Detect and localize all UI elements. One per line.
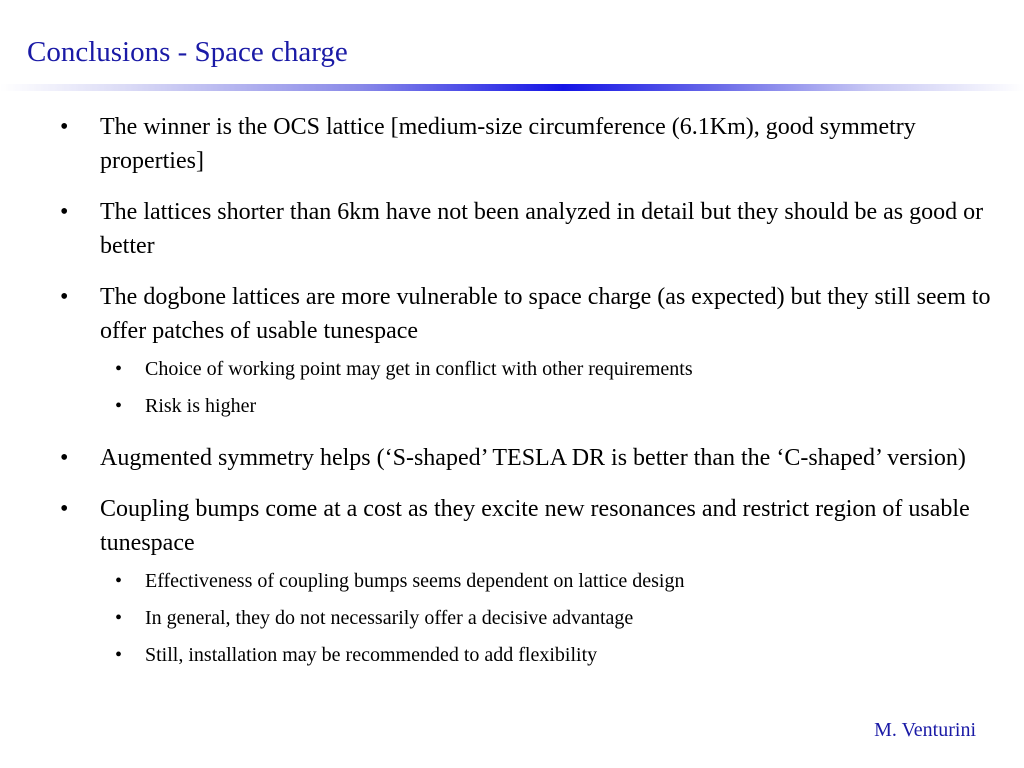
list-item (0, 195, 1024, 263)
list-item-text: The lattices shorter than 6km have not been analyzed in detail but they should be as good or better (100, 199, 984, 259)
bullet-icon: • (60, 496, 69, 522)
list-item (0, 492, 1024, 674)
sub-list-item-text: Choice of working point may get in conflict with other requirements (145, 358, 693, 380)
sub-list-item (0, 388, 994, 425)
sub-list-item (0, 351, 994, 388)
author-footer: M. Venturini (874, 719, 976, 741)
list-item-text: The dogbone lattices are more vulnerable to space charge (as expected) but they still seem to offer patches of usable tunespace (100, 284, 991, 344)
bullet-icon: • (60, 284, 69, 310)
bullet-icon: • (115, 644, 123, 666)
bullet-icon: • (115, 395, 123, 417)
list-item-text: Augmented symmetry helps (‘S-shaped’ TESLA DR is better than the ‘C-shaped’ version) (100, 445, 966, 471)
title-divider (0, 84, 1024, 91)
bullet-icon: • (60, 199, 69, 225)
bullet-icon: • (60, 445, 69, 471)
bullet-list (0, 110, 1024, 690)
bullet-icon: • (115, 358, 123, 380)
list-item (0, 280, 1024, 425)
bullet-icon: • (115, 570, 123, 592)
list-item-text: Coupling bumps come at a cost as they excite new resonances and restrict region of usable tunespace (100, 496, 970, 556)
slide-title: Conclusions - Space charge (27, 36, 348, 68)
list-item-text: The winner is the OCS lattice [medium-size circumference (6.1Km), good symmetry properties] (100, 114, 916, 174)
sub-list-item-text: In general, they do not necessarily offer a decisive advantage (145, 607, 634, 629)
sub-list (100, 563, 994, 674)
bullet-icon: • (60, 114, 69, 140)
list-item (0, 110, 1024, 178)
sub-list-item-text: Still, installation may be recommended to add flexibility (145, 644, 598, 666)
sub-list-item-text: Effectiveness of coupling bumps seems dependent on lattice design (145, 570, 685, 592)
list-item (0, 441, 1024, 475)
bullet-icon: • (115, 607, 123, 629)
sub-list-item (0, 637, 994, 674)
sub-list (100, 351, 994, 425)
sub-list-item (0, 563, 994, 600)
sub-list-item-text: Risk is higher (145, 395, 257, 417)
sub-list-item (0, 600, 994, 637)
